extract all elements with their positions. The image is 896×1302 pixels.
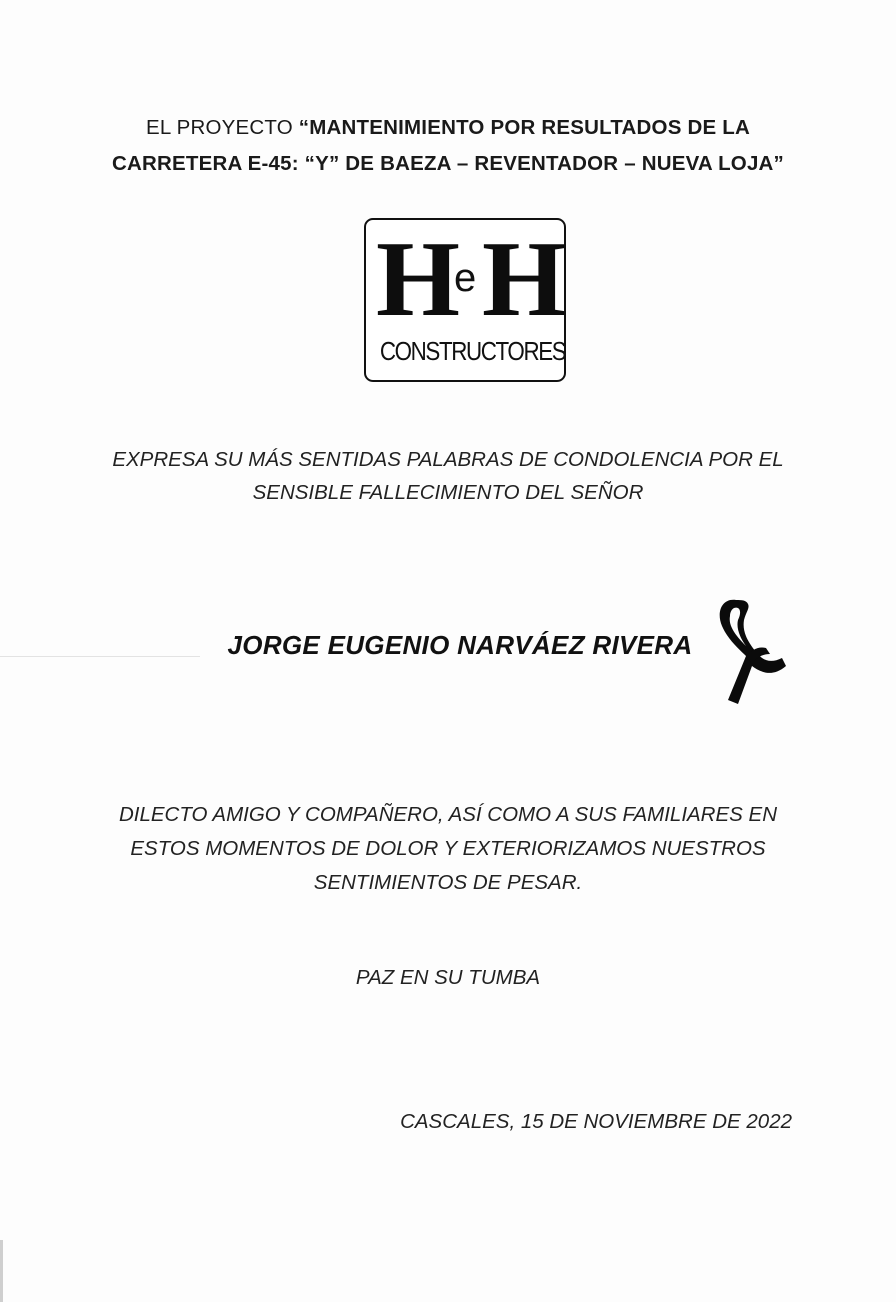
sympathy-line-2: ESTOS MOMENTOS DE DOLOR Y EXTERIORIZAMOS NUESTROS xyxy=(130,837,766,860)
condolence-line-2: SENSIBLE FALLECIMIENTO DEL SEÑOR xyxy=(252,481,644,504)
sympathy-line-1: DILECTO AMIGO Y COMPAÑERO, ASÍ COMO A SUS FAMILIARES EN xyxy=(118,803,778,826)
scan-edge-mark xyxy=(0,1240,3,1302)
project-header-prefix: EL PROYECTO xyxy=(146,116,299,139)
logo-letter-e: e xyxy=(454,256,477,300)
place-and-date: CASCALES, 15 DE NOVIEMBRE DE 2022 xyxy=(400,1110,792,1133)
logo-letter-h-right: H xyxy=(482,220,567,339)
logo-subtitle: CONSTRUCTORES xyxy=(379,336,566,366)
logo-letter-h-left: H xyxy=(376,220,461,339)
mourning-ribbon-icon xyxy=(706,592,788,704)
condolence-line-1: EXPRESA SU MÁS SENTIDAS PALABRAS DE CONDOLENCIA POR EL xyxy=(112,448,784,471)
sympathy-line-3: SENTIMIENTOS DE PESAR. xyxy=(313,871,583,894)
project-header-line-1 xyxy=(60,116,836,140)
farewell-text: PAZ EN SU TUMBA xyxy=(355,966,541,989)
deceased-name: JORGE EUGENIO NARVÁEZ RIVERA xyxy=(227,630,693,660)
company-logo xyxy=(364,218,566,382)
project-header-line-2: CARRETERA E-45: “Y” DE BAEZA – REVENTADOR – NUEVA LOJA” xyxy=(111,152,784,175)
project-header-title-start: “MANTENIMIENTO POR RESULTADOS DE LA xyxy=(298,116,750,139)
